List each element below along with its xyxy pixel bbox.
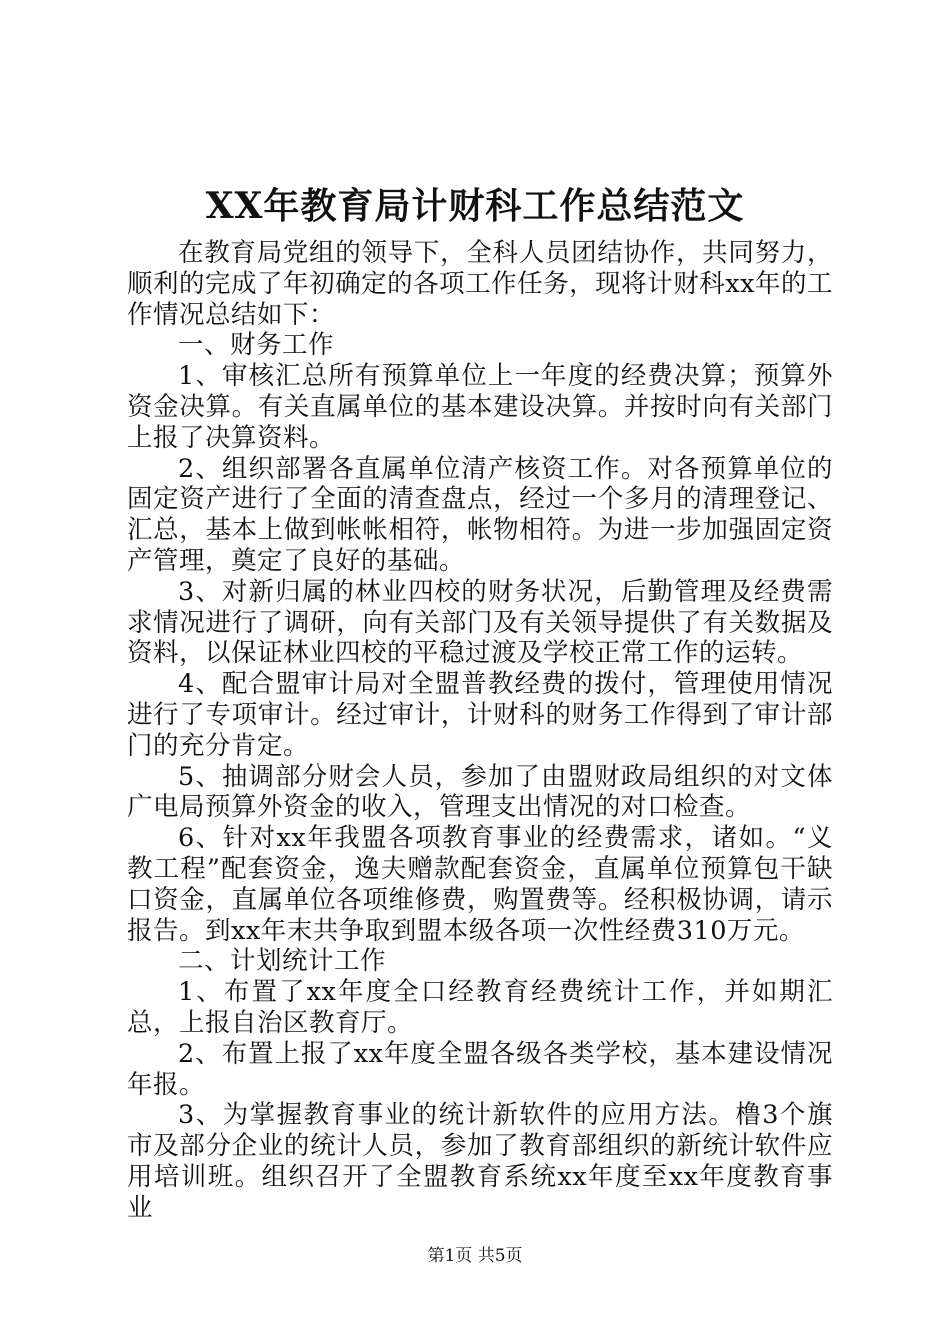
finance-item-3: 3、对新归属的林业四校的财务状况，后勤管理及经费需求情况进行了调研，向有关部门及有关领导提供了有关数据及资料，以保证林业四校的平稳过渡及学校正常工作的运转。 <box>127 576 833 669</box>
finance-item-1: 1、审核汇总所有预算单位上一年度的经费决算；预算外资金决算。有关直属单位的基本建设决算。并按时向有关部门上报了决算资料。 <box>127 361 833 453</box>
document-body <box>127 238 833 1224</box>
statistics-item-2: 2、布置上报了xx年度全盟各级各类学校，基本建设情况年报。 <box>127 1038 833 1100</box>
statistics-item-1: 1、布置了xx年度全口经教育经费统计工作，并如期汇总，上报自治区教育厅。 <box>127 977 833 1038</box>
page-footer: 第1页 共5页 <box>427 1246 523 1266</box>
section-heading-statistics: 二、计划统计工作 <box>178 946 387 977</box>
document-title: XX年教育局计财科工作总结范文 <box>205 185 745 227</box>
finance-item-2: 2、组织部署各直属单位清产核资工作。对各预算单位的固定资产进行了全面的清查盘点，经过一个多月的清理登记、汇总，基本上做到帐帐相符，帐物相符。为进一步加强固定资产管理，奠定了良好的基础。 <box>127 453 833 576</box>
finance-item-6: 6、针对xx年我盟各项教育事业的经费需求，诸如。“义教工程”配套资金，逸夫赠款配套资金，直属单位预算包干缺口资金，直属单位各项维修费，购置费等。经积极协调，请示报告。到xx年末共争取到盟本级各项一次性经费310万元。 <box>127 823 833 946</box>
finance-item-5: 5、抽调部分财会人员，参加了由盟财政局组织的对文体广电局预算外资金的收入，管理支出情况的对口检查。 <box>127 761 833 823</box>
statistics-item-3: 3、为掌握教育事业的统计新软件的应用方法。橹3个旗市及部分企业的统计人员，参加了教育部组织的新统计软件应用培训班。组织召开了全盟教育系统xx年度至xx年度教育事业 <box>127 1100 833 1223</box>
finance-item-4: 4、配合盟审计局对全盟普教经费的拨付，管理使用情况进行了专项审计。经过审计，计财科的财务工作得到了审计部门的充分肯定。 <box>127 669 833 761</box>
intro-paragraph: 在教育局党组的领导下，全科人员团结协作，共同努力，顺利的完成了年初确定的各项工作任务，现将计财科xx年的工作情况总结如下： <box>127 238 833 330</box>
section-heading-finance: 一、财务工作 <box>178 330 335 361</box>
